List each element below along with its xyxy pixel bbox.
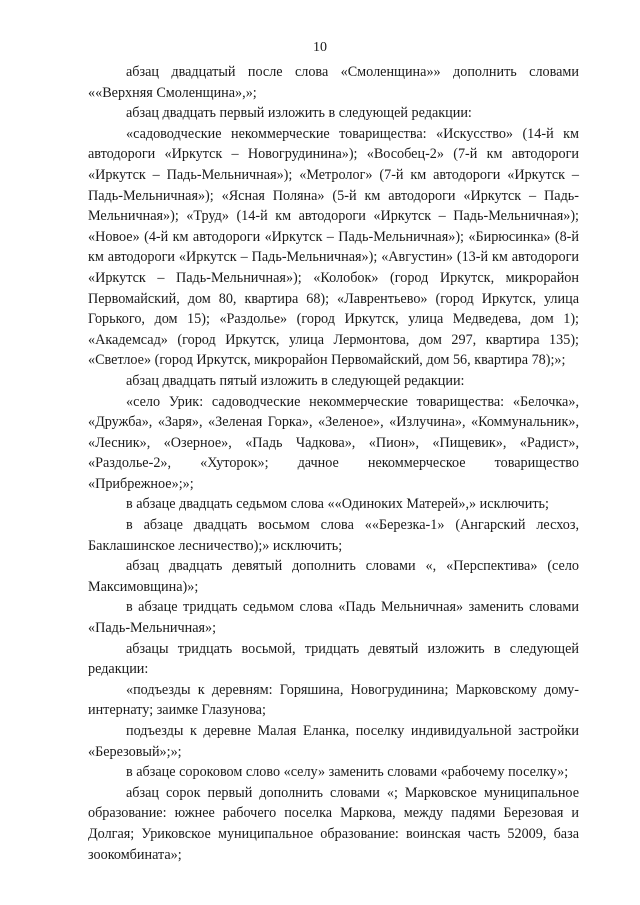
paragraph: абзац сорок первый дополнить словами «; Марковское муниципальное образование: южнее рабочего поселка Маркова, между падями Березовая и Долгая; Уриковское муниципальное образование: воинская часть 52009, база зоокомбината»; (88, 784, 579, 863)
page-number: 10 (313, 40, 327, 55)
paragraph: «подъезды к деревням: Горяшина, Новогрудинина; Марковскому дому-интернату; заимке Глазунова; (88, 681, 579, 719)
document-body (88, 62, 579, 865)
paragraph: абзац двадцать пятый изложить в следующей редакции: (126, 372, 465, 389)
paragraph: абзац двадцатый после слова «Смоленщина»» дополнить словами ««Верхняя Смоленщина»,»; (88, 64, 579, 101)
paragraph: «село Урик: садоводческие некоммерческие товарищества: «Белочка», «Дружба», «Заря», «Зеленая Горка», «Зеленое», «Излучина», «Коммунальник», «Лесник», «Озерное», «Падь Чадкова», «Пион», «Пищевик», «Радист», «Раздолье-2», «Хуторок»; дачное некоммерческое товарищество «Прибрежное»;»; (88, 393, 579, 492)
paragraph: в абзаце сороковом слово «селу» заменить словами «рабочему поселку»; (126, 764, 569, 781)
paragraph: абзац двадцать девятый дополнить словами «, «Перспектива» (село Максимовщина)»; (88, 558, 579, 595)
paragraph: «садоводческие некоммерческие товарищества: «Искусство» (14-й км автодороги «Иркутск – Новогрудинина»); «Вособец-2» (7-й км автодороги «Иркутск – Падь-Мельничная»); «Метролог» (7-й км автодороги «Иркутск – Падь-Мельничная»); «Ясная Поляна» (5-й км автодороги «Иркутск – Падь-Мельничная»); «Труд» (14-й км автодороги «Иркутск – Падь-Мельничная»); «Новое» (4-й км автодороги «Иркутск – Падь-Мельничная»); «Бирюсинка» (8-й км автодороги «Иркутск – Падь-Мельничная»); «Августин» (13-й км автодороги «Иркутск – Падь-Мельничная»); «Колобок» (город Иркутск, микрорайон Первомайский, дом 80, квартира 68); «Лаврентьево» (город Иркутск, улица Горького, дом 15); «Раздолье» (город Иркутск, улица Медведева, дом 1); «Академсад» (город Иркутск, улица Лермонтова, дом 297, квартира 135); «Светлое» (город Иркутск, микрорайон Первомайский, дом 56, квартира 78);»; (88, 125, 579, 369)
paragraph: в абзаце двадцать восьмом слова ««Березка-1» (Ангарский лесхоз, Баклашинское лесничество);» исключить; (88, 517, 579, 554)
paragraph: в абзаце тридцать седьмом слова «Падь Мельничная» заменить словами «Падь-Мельничная»; (88, 599, 579, 637)
paragraph: подъезды к деревне Малая Еланка, поселку индивидуальной застройки «Березовый»;»; (88, 723, 579, 760)
paragraph: в абзаце двадцать седьмом слова ««Одиноких Матерей»,» исключить; (126, 496, 549, 513)
paragraph: абзац двадцать первый изложить в следующей редакции: (126, 105, 472, 122)
paragraph: абзацы тридцать восьмой, тридцать девятый изложить в следующей редакции: (88, 640, 579, 678)
